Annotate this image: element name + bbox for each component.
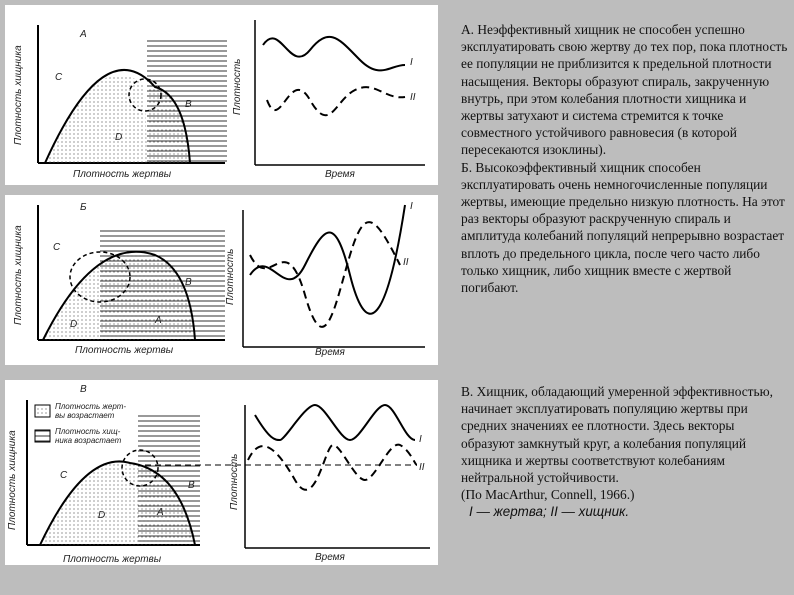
diagram-label: Плотность хищника — [7, 430, 18, 530]
diagram-label: В — [185, 99, 192, 110]
diagram-panel-a — [5, 5, 438, 185]
paragraph-b: Б. Высокоэффективный хищник способен эксплуатировать очень немногочисленные популяции жертвы, имеющие предельно низкую плотность. На этот раз векторы образуют раскрученную спираль и амплитуда колебаний популяций непрерывно возрастает вплоть до предельного цикла, после чего часто либо только хищник, либо хищник вместе с жертвой погибают. — [461, 159, 785, 296]
curve-legend: I — жертва; II — хищник. — [469, 504, 630, 520]
diagram-panel-b — [5, 195, 438, 365]
legend-swatch-predator — [35, 430, 50, 442]
diagram-panel-c — [5, 380, 438, 565]
diagram-label: I — [410, 201, 413, 212]
diagram-label: Плотность жертвы — [73, 169, 172, 180]
diagram-label: Плотность хищника — [13, 225, 24, 325]
diagram-label: В — [185, 277, 192, 288]
diagram-label: II — [403, 257, 409, 268]
diagram-label: С — [53, 242, 61, 253]
diagram-label: Плотность жертвы — [63, 554, 162, 565]
diagram-label: II — [419, 462, 425, 473]
diagram-label: Время — [325, 169, 355, 180]
diagram-label: Плотность — [225, 248, 236, 305]
diagram-label: В — [188, 480, 195, 491]
diagram-label: A — [157, 507, 164, 518]
diagram-label: D — [98, 510, 106, 521]
description-a-b — [461, 21, 791, 296]
diagram-label: Время — [315, 552, 345, 563]
diagram-label: С — [60, 470, 68, 481]
citation: (По MacArthur, Connell, 1966.) — [461, 487, 635, 503]
legend-predator-increases: Плотность хищ-ника возрастает — [55, 427, 122, 445]
diagram-label: Плотность — [229, 453, 240, 510]
paragraph-c: В. Хищник, обладающий умеренной эффективностью, начинает эксплуатировать популяцию жертвы при средних значениях ее плотности. Здесь векторы образуют замкнутый круг, а колебания популяций хищника и жертвы соответствуют колебаниям нейтральной устойчивости. — [461, 384, 773, 486]
legend-swatch-prey — [35, 405, 50, 417]
diagram-label: Плотность хищника — [13, 45, 24, 145]
diagram-label: A — [155, 315, 162, 326]
diagram-label: II — [410, 92, 416, 103]
legend-prey-increases: Плотность жерт-вы возрастает — [55, 402, 127, 420]
description-c — [461, 383, 791, 521]
panel-letter: А — [80, 29, 87, 40]
diagram-label: D — [115, 132, 123, 143]
diagram-label: I — [410, 57, 413, 68]
diagram-label: В — [80, 384, 87, 395]
diagram-label: Плотность — [232, 58, 243, 115]
diagram-label: I — [419, 434, 422, 445]
diagram-label: D — [70, 319, 78, 330]
diagram-label: Б — [80, 202, 87, 213]
diagram-label: Время — [315, 347, 345, 358]
diagram-label: С — [55, 72, 63, 83]
diagram-label: Плотность жертвы — [75, 345, 174, 356]
paragraph-a: А. Неэффективный хищник не способен успешно эксплуатировать свою жертву до тех пор, пока плотность ее популяции не приблизится к предельной плотности насыщения. Векторы образуют спираль, закрученную внутрь, при этом колебания плотности хищника и жертвы затухают и система стремится к точке совместного устойчивого равновесия (в которой пересекаются изоклины). — [461, 22, 788, 158]
